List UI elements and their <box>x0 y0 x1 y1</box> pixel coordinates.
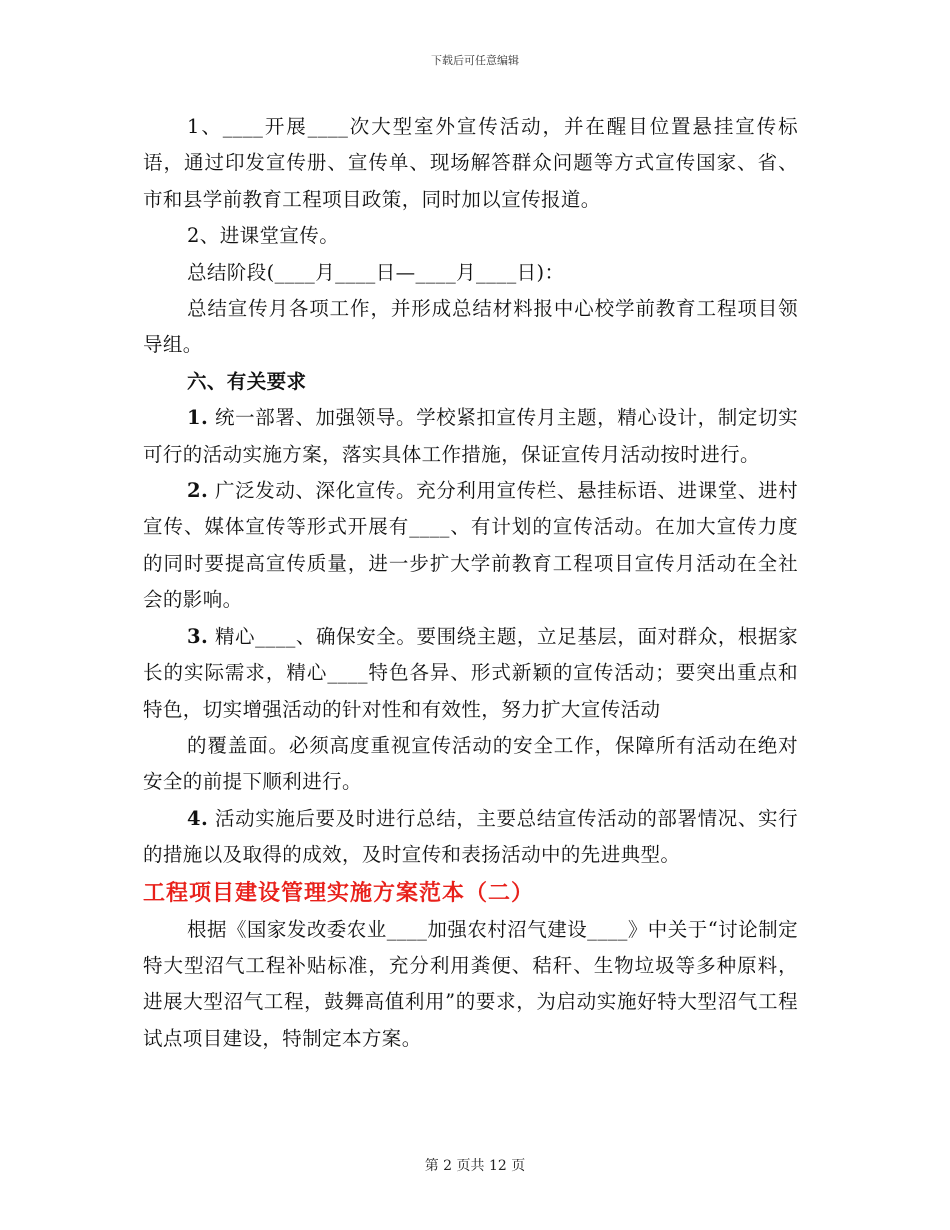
requirement-4 <box>143 801 798 874</box>
paragraph-biogas-plan: 根据《国家发改委农业____加强农村沼气建设____》中关于“讨论制定特大型沼气工程补贴标准，充分利用粪便、秸秆、生物垃圾等多种原料，进展大型沼气工程，鼓舞高值利用”的要求，为启动实施好特大型沼气工程试点项目建设，特制定本方案。 <box>143 917 798 1050</box>
requirement-2 <box>143 473 798 619</box>
paragraph-summary-work: 总结宣传月各项工作，并形成总结材料报中心校学前教育工程项目领导组。 <box>143 297 798 357</box>
requirement-3-continued: 的覆盖面。必须高度重视宣传活动的安全工作，保障所有活动在绝对安全的前提下顺利进行。 <box>143 733 798 794</box>
requirement-4-text: 活动实施后要及时进行总结，主要总结宣传活动的部署情况、实行的措施以及取得的成效，及时宣传和表扬活动中的先进典型。 <box>143 806 798 867</box>
requirement-2-text: 广泛发动、深化宣传。充分利用宣传栏、悬挂标语、进课堂、进村宣传、媒体宣传等形式开展有____、有计划的宣传活动。在加大宣传力度的同时要提高宣传质量，进一步扩大学前教育工程项目宣传月活动在全社会的影响。 <box>143 479 798 612</box>
paragraph-classroom: 2、进课堂宣传。 <box>187 224 340 248</box>
page-header: 下载后可任意编辑 <box>431 54 519 67</box>
requirement-1-number: 1. <box>187 406 209 430</box>
paragraph-outdoor-campaign: 1、____开展____次大型室外宣传活动，并在醒目位置悬挂宣传标语，通过印发宣传册、宣传单、现场解答群众问题等方式宣传国家、省、市和县学前教育工程项目政策，同时加以宣传报道。 <box>143 115 798 211</box>
paragraph-summary-stage: 总结阶段(____月____日—____月____日)： <box>187 260 565 284</box>
requirement-3-number: 3. <box>187 624 209 648</box>
section-title-red: 工程项目建设管理实施方案范本（二） <box>143 879 535 906</box>
requirement-3-text: 精心____、确保安全。要围绕主题，立足基层，面对群众，根据家长的实际需求，精心____特色各异、形式新颖的宣传活动；要突出重点和特色，切实增强活动的针对性和有效性，努力扩大宣传活动 <box>143 624 798 721</box>
document-body <box>143 109 798 1057</box>
requirement-1-text: 统一部署、加强领导。学校紧扣宣传月主题，精心设计，制定切实可行的活动实施方案，落实具体工作措施，保证宣传月活动按时进行。 <box>143 406 798 466</box>
requirement-3 <box>143 619 798 728</box>
requirement-4-number: 4. <box>187 806 209 830</box>
requirement-2-number: 2. <box>187 479 209 503</box>
page-footer: 第 2 页共 12 页 <box>424 1158 526 1174</box>
section-heading-requirements: 六、有关要求 <box>187 369 307 393</box>
requirement-1 <box>143 400 798 473</box>
